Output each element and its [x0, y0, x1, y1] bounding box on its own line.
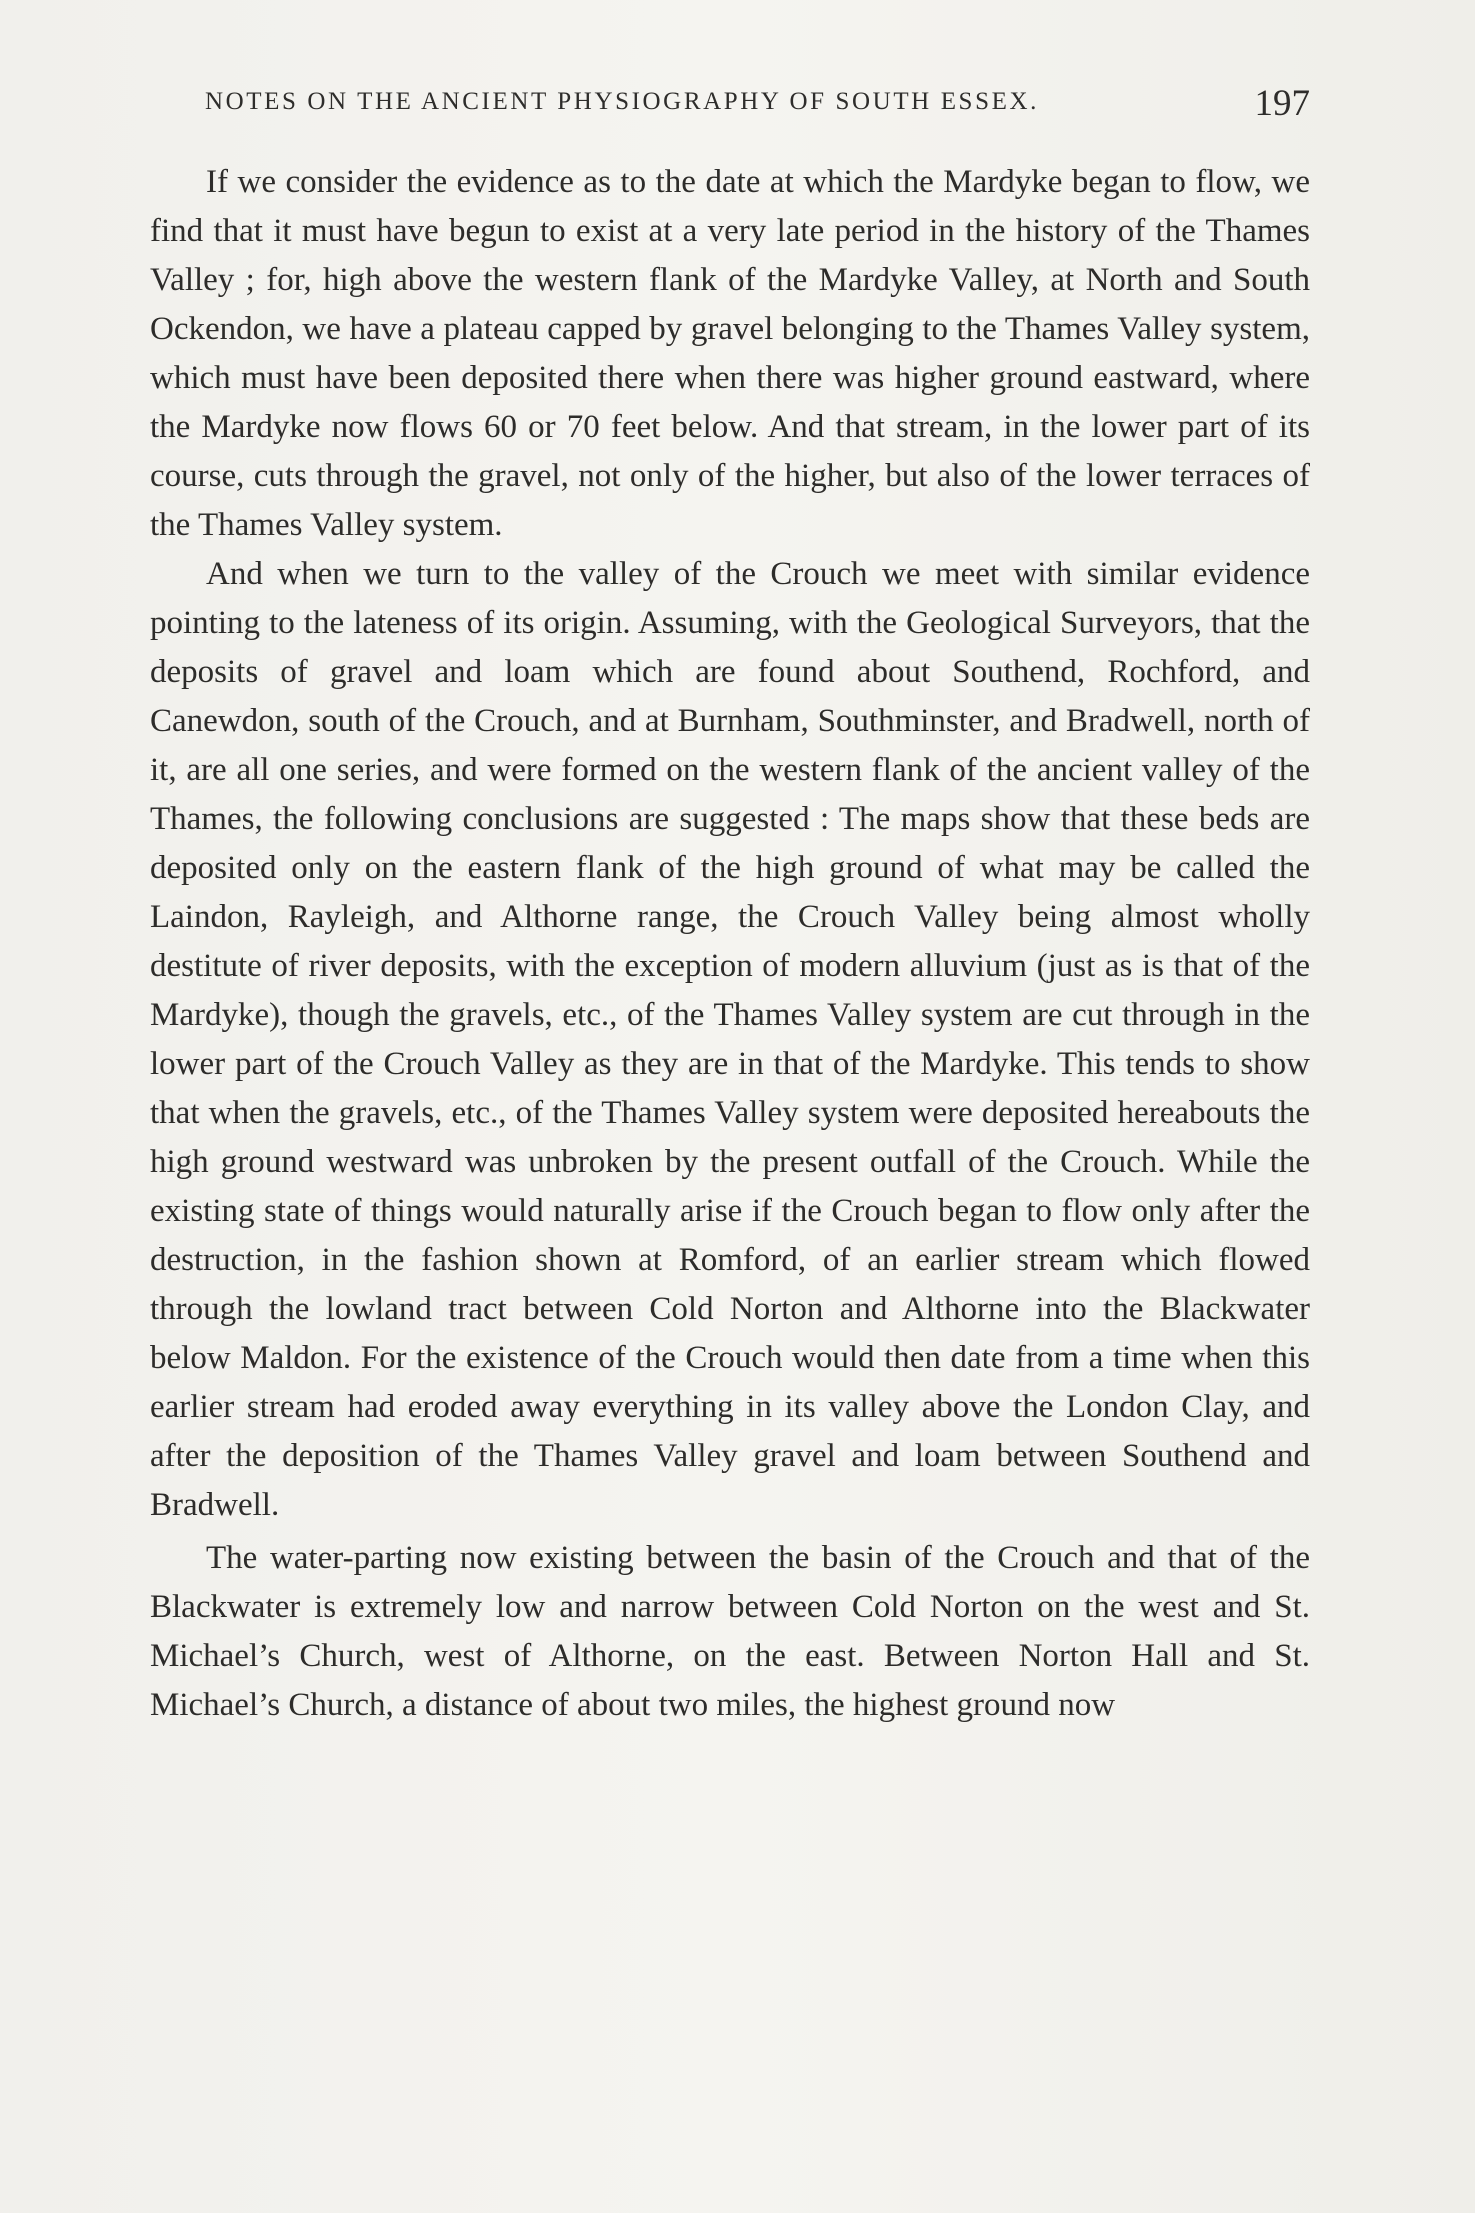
page-number: 197 [1254, 83, 1310, 124]
paragraph-crouch: And when we turn to the valley of the Crouch we meet with similar evidence pointing to the lateness of its origin. Assuming, with the Geological Surveyors, that the deposits of gravel and loam which are found about Southend, Rochford, and Canewdon, south of the Crouch, and at Burnham, Southminster, and Bradwell, north of it, are all one series, and were formed on the western flank of the ancient valley of the Thames, the following conclusions are suggested : The maps show that these beds are deposited only on the eastern flank of the high ground of what may be called the Laindon, Rayleigh, and Althorne range, the Crouch Valley being almost wholly destitute of river deposits, with the exception of modern alluvium (just as is that of the Mardyke), though the gravels, etc., of the Thames Valley system are cut through in the lower part of the Crouch Valley as they are in that of the Mardyke. This tends to show that when the gravels, etc., of the Thames Valley system were deposited hereabouts the high ground westward was unbroken by the present outfall of the Crouch. While the existing state of things would naturally arise if the Crouch began to flow only after the destruction, in the fashion shown at Romford, of an earlier stream which flowed through the lowland tract between Cold Norton and Althorne into the Blackwater below Maldon. For the existence of the Crouch would then date from a time when this earlier stream had eroded away everything in its valley above the London Clay, and after the deposition of the Thames Valley gravel and loam between Southend and Bradwell. [150, 556, 1310, 1523]
body-text [150, 158, 1310, 1730]
paragraph-mardyke: If we consider the evidence as to the date at which the Mardyke began to flow, we find that it must have begun to exist at a very late period in the history of the Thames Valley ; for, high above the western flank of the Mardyke Valley, at North and South Ockendon, we have a plateau capped by gravel belonging to the Thames Valley system, which must have been deposited there when there was higher ground eastward, where the Mardyke now flows 60 or 70 feet below. And that stream, in the lower part of its course, cuts through the gravel, not only of the higher, but also of the lower terraces of the Thames Valley system. [150, 164, 1310, 543]
page-header [150, 82, 1310, 132]
running-head: NOTES ON THE ANCIENT PHYSIOGRAPHY OF SOUTH ESSEX. [205, 88, 1039, 115]
paragraph-water-parting: The water-parting now existing between the basin of the Crouch and that of the Blackwater is extremely low and narrow between Cold Norton on the west and St. Michael’s Church, west of Althorne, on the east. Between Norton Hall and St. Michael’s Church, a distance of about two miles, the highest ground now [150, 1540, 1310, 1723]
